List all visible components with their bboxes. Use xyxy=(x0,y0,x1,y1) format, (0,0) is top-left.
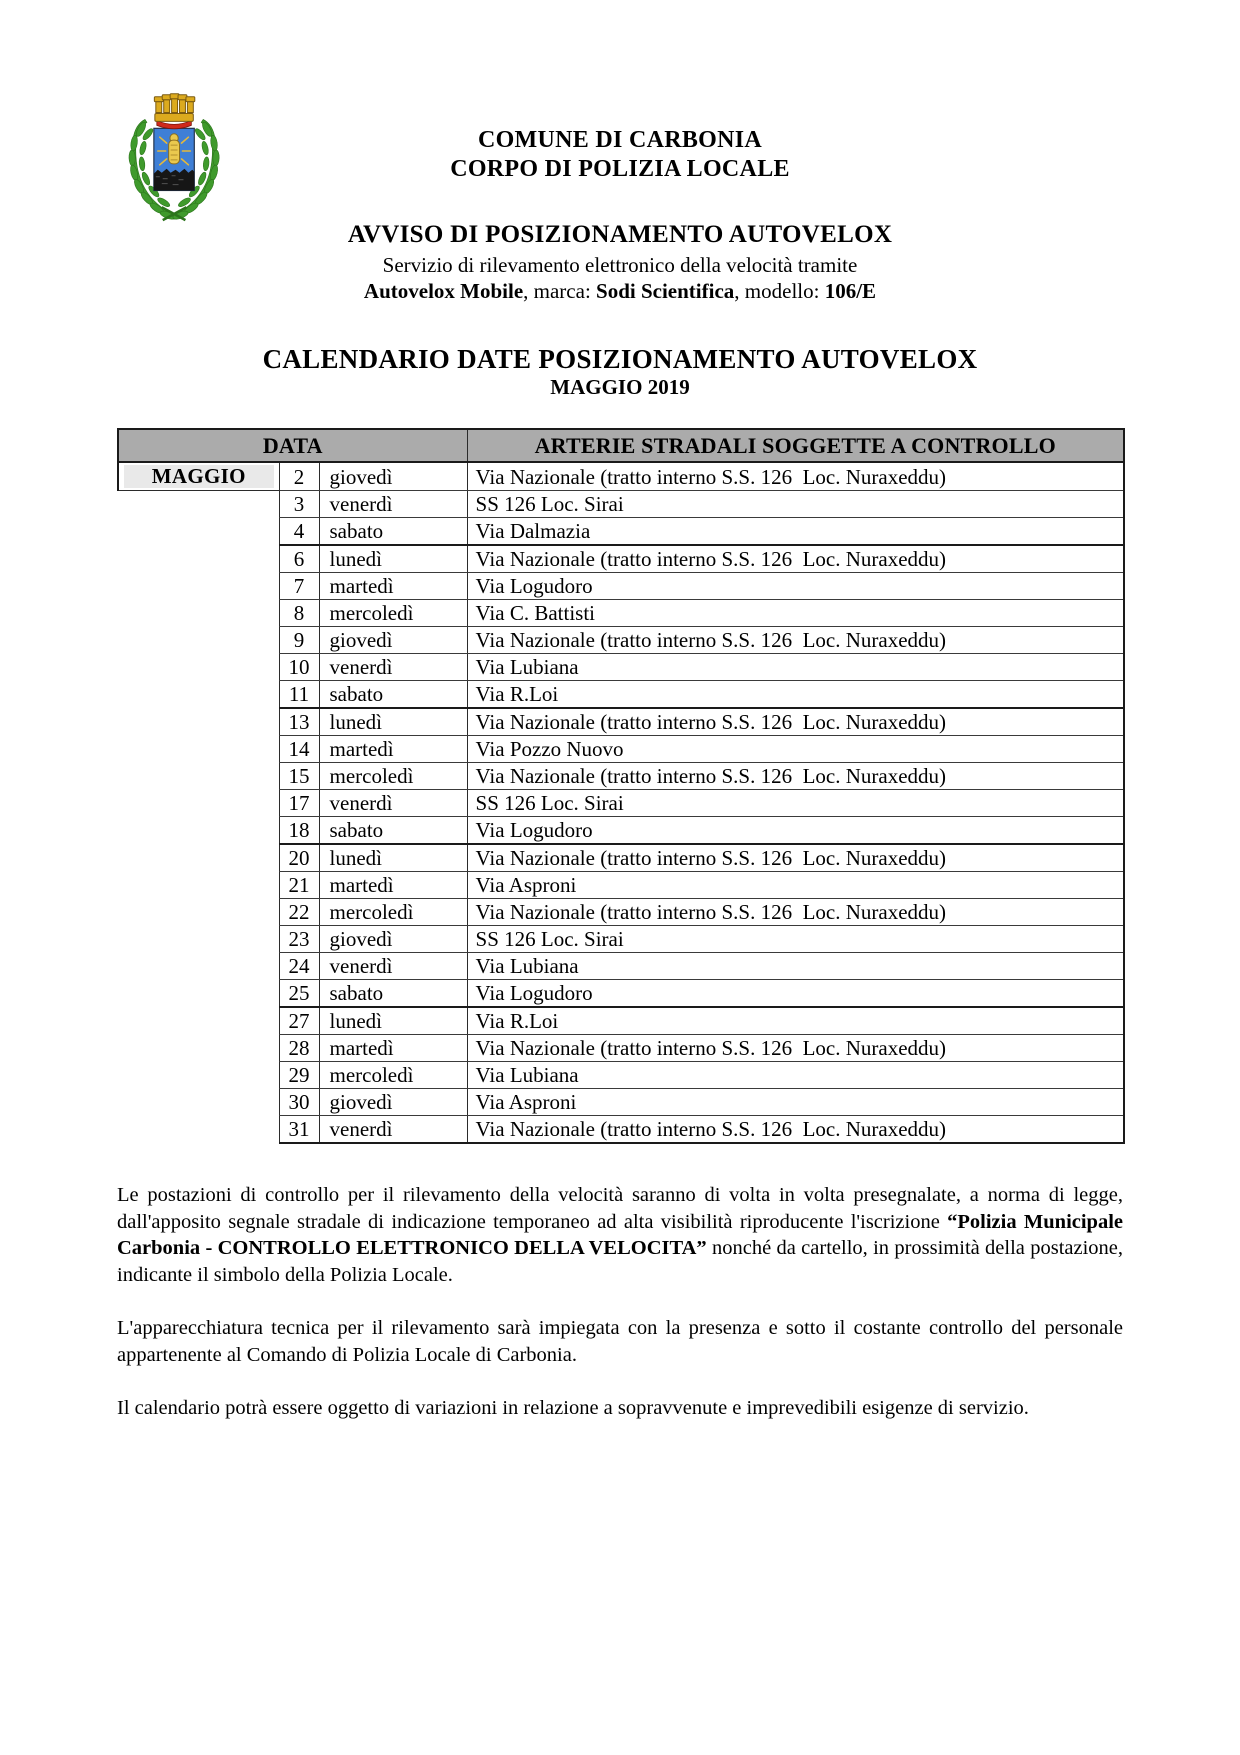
month-empty-cell xyxy=(118,790,279,817)
device-name: Autovelox Mobile xyxy=(363,279,524,303)
weekday-cell: venerdì xyxy=(319,790,467,817)
month-empty-cell xyxy=(118,573,279,600)
weekday-cell: venerdì xyxy=(319,1116,467,1144)
table-row xyxy=(118,627,1124,654)
table-row xyxy=(118,1007,1124,1035)
day-number-cell: 2 xyxy=(279,462,319,491)
street-cell: SS 126 Loc. Sirai xyxy=(467,926,1124,953)
day-number-cell: 28 xyxy=(279,1035,319,1062)
weekday-cell: giovedì xyxy=(319,1089,467,1116)
notice-title: AVVISO DI POSIZIONAMENTO AUTOVELOX xyxy=(347,221,893,248)
day-number-cell: 21 xyxy=(279,872,319,899)
day-number-cell: 14 xyxy=(279,736,319,763)
weekday-cell: sabato xyxy=(319,518,467,546)
table-header-row xyxy=(118,429,1124,462)
street-cell: Via Asproni xyxy=(467,1089,1124,1116)
table-row xyxy=(118,1035,1124,1062)
street-cell: Via Lubiana xyxy=(467,654,1124,681)
weekday-cell: mercoledì xyxy=(319,899,467,926)
month-empty-cell xyxy=(118,763,279,790)
day-number-cell: 22 xyxy=(279,899,319,926)
street-cell: Via Nazionale (tratto interno S.S. 126 Loc. Nuraxeddu) xyxy=(467,627,1124,654)
day-number-cell: 20 xyxy=(279,844,319,872)
day-number-cell: 31 xyxy=(279,1116,319,1144)
table-row xyxy=(118,518,1124,546)
month-empty-cell xyxy=(118,545,279,573)
weekday-cell: lunedì xyxy=(319,708,467,736)
street-cell: Via R.Loi xyxy=(467,1007,1124,1035)
table-row xyxy=(118,736,1124,763)
month-empty-cell xyxy=(118,1116,279,1144)
weekday-cell: mercoledì xyxy=(319,763,467,790)
weekday-cell: sabato xyxy=(319,980,467,1008)
paragraph-signage-bold: “Polizia Municipale Carbonia - CONTROLLO ELETTRONICO DELLA VELOCITA” xyxy=(117,1210,1124,1259)
month-empty-cell xyxy=(118,681,279,709)
day-number-cell: 15 xyxy=(279,763,319,790)
calendar-table xyxy=(117,428,1125,1144)
street-cell: Via Nazionale (tratto interno S.S. 126 Loc. Nuraxeddu) xyxy=(467,708,1124,736)
street-cell: Via Lubiana xyxy=(467,1062,1124,1089)
month-empty-cell xyxy=(118,1089,279,1116)
table-row xyxy=(118,462,1124,491)
month-empty-cell xyxy=(118,817,279,845)
day-number-cell: 24 xyxy=(279,953,319,980)
table-row xyxy=(118,491,1124,518)
street-cell: Via Asproni xyxy=(467,872,1124,899)
street-cell: SS 126 Loc. Sirai xyxy=(467,491,1124,518)
legal-paragraphs xyxy=(117,1182,1123,1422)
weekday-cell: mercoledì xyxy=(319,1062,467,1089)
table-row xyxy=(118,926,1124,953)
table-row xyxy=(118,844,1124,872)
table-row xyxy=(118,545,1124,573)
weekday-cell: lunedì xyxy=(319,844,467,872)
street-cell: Via Nazionale (tratto interno S.S. 126 Loc. Nuraxeddu) xyxy=(467,545,1124,573)
month-empty-cell xyxy=(118,518,279,546)
org-department: CORPO DI POLIZIA LOCALE xyxy=(450,156,790,182)
day-number-cell: 11 xyxy=(279,681,319,709)
month-empty-cell xyxy=(118,926,279,953)
table-row xyxy=(118,654,1124,681)
day-number-cell: 8 xyxy=(279,600,319,627)
table-row xyxy=(118,708,1124,736)
paragraph-equipment: L'apparecchiatura tecnica per il rilevamento sarà impiegata con la presenza e sotto il costante controllo del personale appartenente al Comando di Polizia Locale di Carbonia. xyxy=(117,1317,1123,1366)
month-empty-cell xyxy=(118,627,279,654)
day-number-cell: 29 xyxy=(279,1062,319,1089)
table-row xyxy=(118,573,1124,600)
street-cell: Via Nazionale (tratto interno S.S. 126 Loc. Nuraxeddu) xyxy=(467,1035,1124,1062)
weekday-cell: lunedì xyxy=(319,1007,467,1035)
table-row xyxy=(118,600,1124,627)
table-row xyxy=(118,953,1124,980)
month-label: MAGGIO xyxy=(124,465,274,488)
month-empty-cell xyxy=(118,600,279,627)
table-row xyxy=(118,1089,1124,1116)
device-brand: Sodi Scientifica xyxy=(596,279,735,303)
day-number-cell: 7 xyxy=(279,573,319,600)
weekday-cell: giovedì xyxy=(319,627,467,654)
weekday-cell: sabato xyxy=(319,817,467,845)
month-empty-cell xyxy=(118,844,279,872)
month-empty-cell xyxy=(118,980,279,1008)
month-empty-cell xyxy=(118,1007,279,1035)
weekday-cell: martedì xyxy=(319,736,467,763)
table-row xyxy=(118,681,1124,709)
weekday-cell: mercoledì xyxy=(319,600,467,627)
weekday-cell: venerdì xyxy=(319,491,467,518)
column-header-arterie: ARTERIE STRADALI SOGGETTE A CONTROLLO xyxy=(467,429,1124,462)
street-cell: Via Logudoro xyxy=(467,573,1124,600)
street-cell: Via Nazionale (tratto interno S.S. 126 Loc. Nuraxeddu) xyxy=(467,462,1124,491)
street-cell: Via Nazionale (tratto interno S.S. 126 Loc. Nuraxeddu) xyxy=(467,1116,1124,1144)
day-number-cell: 25 xyxy=(279,980,319,1008)
month-empty-cell xyxy=(118,654,279,681)
notice-subtitle: Servizio di rilevamento elettronico della velocità tramite xyxy=(382,253,858,277)
table-row xyxy=(118,899,1124,926)
paragraph-variations: Il calendario potrà essere oggetto di variazioni in relazione a sopravvenute e imprevedibili esigenze di servizio. xyxy=(117,1397,1029,1419)
month-empty-cell xyxy=(118,736,279,763)
month-empty-cell xyxy=(118,872,279,899)
month-cell xyxy=(118,462,279,491)
day-number-cell: 13 xyxy=(279,708,319,736)
day-number-cell: 6 xyxy=(279,545,319,573)
weekday-cell: venerdì xyxy=(319,953,467,980)
table-row xyxy=(118,763,1124,790)
day-number-cell: 10 xyxy=(279,654,319,681)
calendar-month-year: MAGGIO 2019 xyxy=(550,375,690,399)
table-row xyxy=(118,1116,1124,1144)
street-cell: Via Lubiana xyxy=(467,953,1124,980)
weekday-cell: giovedì xyxy=(319,462,467,491)
month-empty-cell xyxy=(118,491,279,518)
paragraph-signage-start: Le postazioni di controllo per il rilevamento della velocità saranno di volta in volta presegnalate, a norma di legge, dall'apposito segnale stradale di indicazione temporaneo ad alta visibilità riproducente l'iscrizione xyxy=(117,1184,1123,1233)
device-model-label: , modello: xyxy=(734,279,825,303)
device-description xyxy=(117,278,1123,304)
org-name: COMUNE DI CARBONIA xyxy=(477,127,763,153)
document-content xyxy=(117,0,1123,1449)
street-cell: Via Dalmazia xyxy=(467,518,1124,546)
day-number-cell: 3 xyxy=(279,491,319,518)
street-cell: Via Logudoro xyxy=(467,817,1124,845)
paragraph-signage-end: nonché da cartello, in prossimità della postazione, indicante il simbolo della Polizia Locale. xyxy=(117,1237,1124,1286)
table-row xyxy=(118,872,1124,899)
calendar-table-body xyxy=(118,462,1124,1143)
street-cell: Via Logudoro xyxy=(467,980,1124,1008)
calendar-title: CALENDARIO DATE POSIZIONAMENTO AUTOVELOX xyxy=(262,344,978,374)
org-title-block xyxy=(117,126,1123,184)
weekday-cell: martedì xyxy=(319,872,467,899)
month-empty-cell xyxy=(118,1035,279,1062)
month-empty-cell xyxy=(118,899,279,926)
street-cell: Via C. Battisti xyxy=(467,600,1124,627)
street-cell: Via R.Loi xyxy=(467,681,1124,709)
weekday-cell: giovedì xyxy=(319,926,467,953)
street-cell: Via Nazionale (tratto interno S.S. 126 Loc. Nuraxeddu) xyxy=(467,844,1124,872)
month-empty-cell xyxy=(118,1062,279,1089)
day-number-cell: 18 xyxy=(279,817,319,845)
weekday-cell: venerdì xyxy=(319,654,467,681)
device-model: 106/E xyxy=(824,279,877,303)
table-row xyxy=(118,817,1124,845)
column-header-data: DATA xyxy=(118,429,467,462)
table-row xyxy=(118,980,1124,1008)
weekday-cell: lunedì xyxy=(319,545,467,573)
day-number-cell: 27 xyxy=(279,1007,319,1035)
day-number-cell: 9 xyxy=(279,627,319,654)
month-empty-cell xyxy=(118,953,279,980)
street-cell: Via Nazionale (tratto interno S.S. 126 Loc. Nuraxeddu) xyxy=(467,899,1124,926)
weekday-cell: martedì xyxy=(319,1035,467,1062)
paragraph-signage xyxy=(117,1182,1123,1288)
day-number-cell: 4 xyxy=(279,518,319,546)
day-number-cell: 30 xyxy=(279,1089,319,1116)
day-number-cell: 17 xyxy=(279,790,319,817)
street-cell: SS 126 Loc. Sirai xyxy=(467,790,1124,817)
device-brand-label: , marca: xyxy=(523,279,597,303)
table-row xyxy=(118,1062,1124,1089)
street-cell: Via Nazionale (tratto interno S.S. 126 Loc. Nuraxeddu) xyxy=(467,763,1124,790)
day-number-cell: 23 xyxy=(279,926,319,953)
weekday-cell: sabato xyxy=(319,681,467,709)
month-empty-cell xyxy=(118,708,279,736)
table-row xyxy=(118,790,1124,817)
weekday-cell: martedì xyxy=(319,573,467,600)
street-cell: Via Pozzo Nuovo xyxy=(467,736,1124,763)
